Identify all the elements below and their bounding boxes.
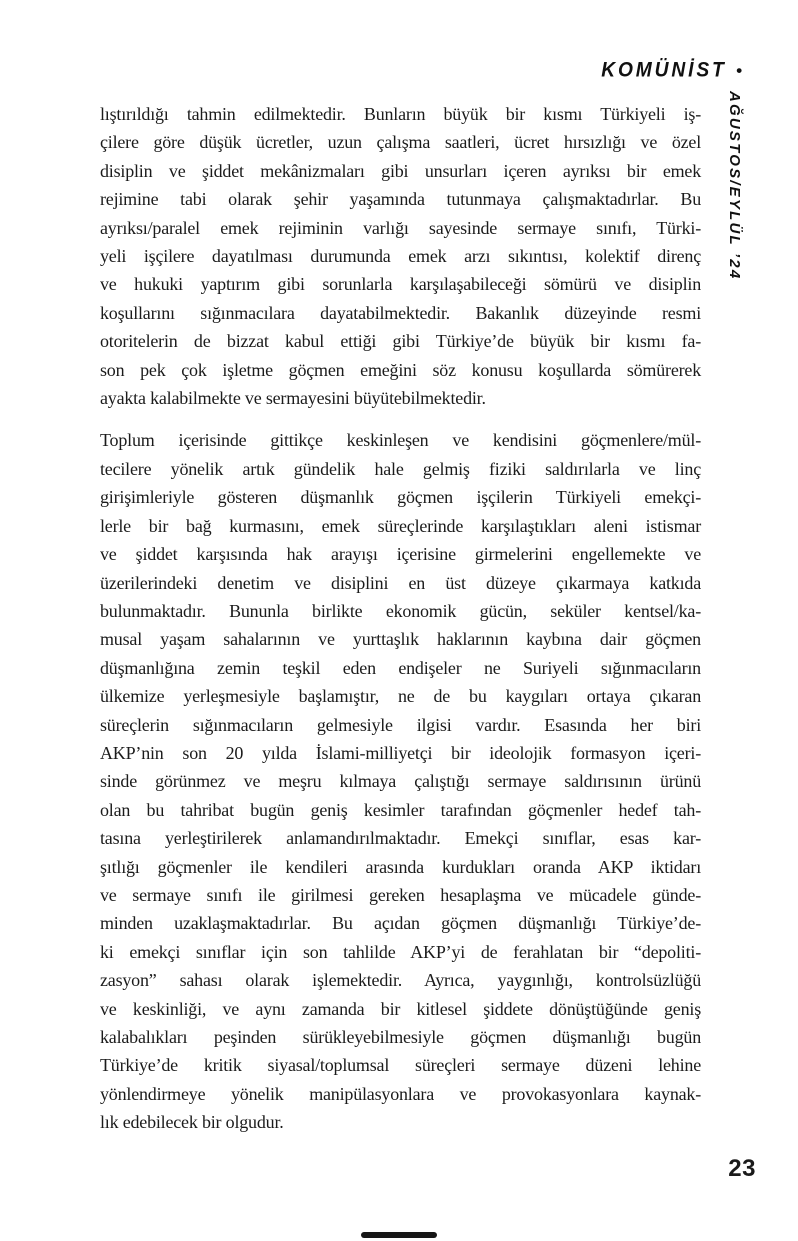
text-line: ki emekçi sınıflar için son tahlilde AKP’yi de ferahlatan bir “depoliti- xyxy=(100,941,701,962)
text-line: ve sermaye sınıfı ile girilmesi gereken hesaplaşma ve mücadele günde- xyxy=(100,884,701,905)
home-indicator-bar[interactable] xyxy=(361,1232,437,1238)
text-line: lerle bir bağ kurmasını, emek süreçlerinde karşılaştıkları aleni istismar xyxy=(100,515,701,536)
text-line: tecilere yönelik artık gündelik hale gelmiş fiziki saldırılarla ve linç xyxy=(100,458,701,479)
text-line: disiplin ve şiddet mekânizmaları gibi unsurları içeren ayrıksı bir emek xyxy=(100,160,701,181)
page-number: 23 xyxy=(728,1155,756,1182)
text-line: son pek çok işletme göçmen emeğini söz konusu koşullarda sömürerek xyxy=(100,359,701,380)
text-line: girişimleriyle gösteren düşmanlık göçmen işçilerin Türkiyeli emekçi- xyxy=(100,487,701,508)
text-line: süreçlerin sığınmacıların gelmesiyle ilgisi vardır. Esasında her biri xyxy=(100,714,701,735)
text-line: ve şiddet karşısında hak arayışı içerisine girmelerini engellemekte ve xyxy=(100,544,701,565)
paragraph-2 xyxy=(100,426,701,1136)
text-line: kalabalıkları peşinden sürükleyebilmesiyle göçmen düşmanlığı bugün xyxy=(100,1027,701,1047)
text-line: çilere göre düşük ücretler, uzun çalışma saatleri, ücret hırsızlığı ve özel xyxy=(100,132,701,153)
text-line: bulunmaktadır. Bununla birlikte ekonomik gücün, seküler kentsel/ka- xyxy=(100,600,701,621)
text-line: Türkiye’de kritik siyasal/toplumsal süreçleri sermaye düzeni lehine xyxy=(100,1055,701,1076)
text-line: zasyon” sahası olarak işlemektedir. Ayrıca, yaygınlığı, kontrolsüzlüğü xyxy=(100,970,701,991)
text-line: şıtlığı göçmenler ile kendileri arasında kurdukları oranda AKP iktidarı xyxy=(100,856,701,877)
text-line: ve keskinliği, ve aynı zamanda bir kitlesel şiddete dönüştüğünde geniş xyxy=(100,998,701,1019)
issue-date-vertical: AĞUSTOS/EYLÜL ’24 xyxy=(726,91,743,281)
text-line: AKP’nin son 20 yılda İslami-milliyetçi bir ideolojik formasyon içeri- xyxy=(100,742,701,763)
text-line: lık edebilecek bir olgudur. xyxy=(100,1112,284,1133)
article-body xyxy=(100,100,701,1151)
text-line: ayrıksı/paralel emek rejiminin varlığı sayesinde sermaye sınıfı, Türki- xyxy=(100,217,701,238)
magazine-title: KOMÜNİST xyxy=(601,58,728,82)
text-line: düşmanlığına zemin teşkil eden endişeler ne Suriyeli sığınmacıların xyxy=(100,657,701,678)
text-line: üzerilerindeki denetim ve disiplini en üst düzeye çıkarmaya katkıda xyxy=(100,572,701,593)
text-line: sinde görünmez ve meşru kılmaya çalıştığı sermaye saldırısının ürünü xyxy=(100,771,701,792)
text-line: Toplum içerisinde gittikçe keskinleşen ve kendisini göçmenlere/mül- xyxy=(100,430,701,451)
text-line: yönlendirmeye yönelik manipülasyonlara ve provokasyonlara kaynak- xyxy=(100,1083,701,1104)
text-line: ülkemize yerleşmesiyle başlamıştır, ne de bu kaygıları ortaya çıkaran xyxy=(100,686,701,707)
text-line: yeli işçilere dayatılması durumunda emek arzı sıkıntısı, kolektif direnç xyxy=(100,246,701,267)
text-line: ayakta kalabilmekte ve sermayesini büyütebilmektedir. xyxy=(100,388,486,409)
text-line: koşullarını sığınmacılara dayatabilmektedir. Bakanlık düzeyinde resmi xyxy=(100,302,701,323)
text-line: otoritelerin de bizzat kabul ettiği gibi Türkiye’de büyük bir kısmı fa- xyxy=(100,331,701,352)
text-line: olan bu tahribat bugün geniş kesimler tarafından göçmenler hedef tah- xyxy=(100,799,701,820)
text-line: rejimine tabi olarak şehir yaşamında tutunmaya çalışmaktadırlar. Bu xyxy=(100,189,701,210)
paragraph-1 xyxy=(100,100,701,412)
text-line: ve hukuki yaptırım gibi sorunlarla karşılaşabileceği sömürü ve disiplin xyxy=(100,274,701,295)
text-line: lıştırıldığı tahmin edilmektedir. Bunların büyük bir kısmı Türkiyeli iş- xyxy=(100,104,701,124)
text-line: minden uzaklaşmaktadırlar. Bu açıdan göçmen düşmanlığı Türkiye’de- xyxy=(100,913,701,934)
text-line: musal yaşam sahalarının ve yurttaşlık haklarının kaybına dair göçmen xyxy=(100,629,701,650)
text-line: tasına yerleştirilerek anlamandırılmaktadır. Emekçi sınıflar, esas kar- xyxy=(100,828,701,849)
bullet-icon: • xyxy=(736,61,742,80)
masthead xyxy=(596,59,742,82)
